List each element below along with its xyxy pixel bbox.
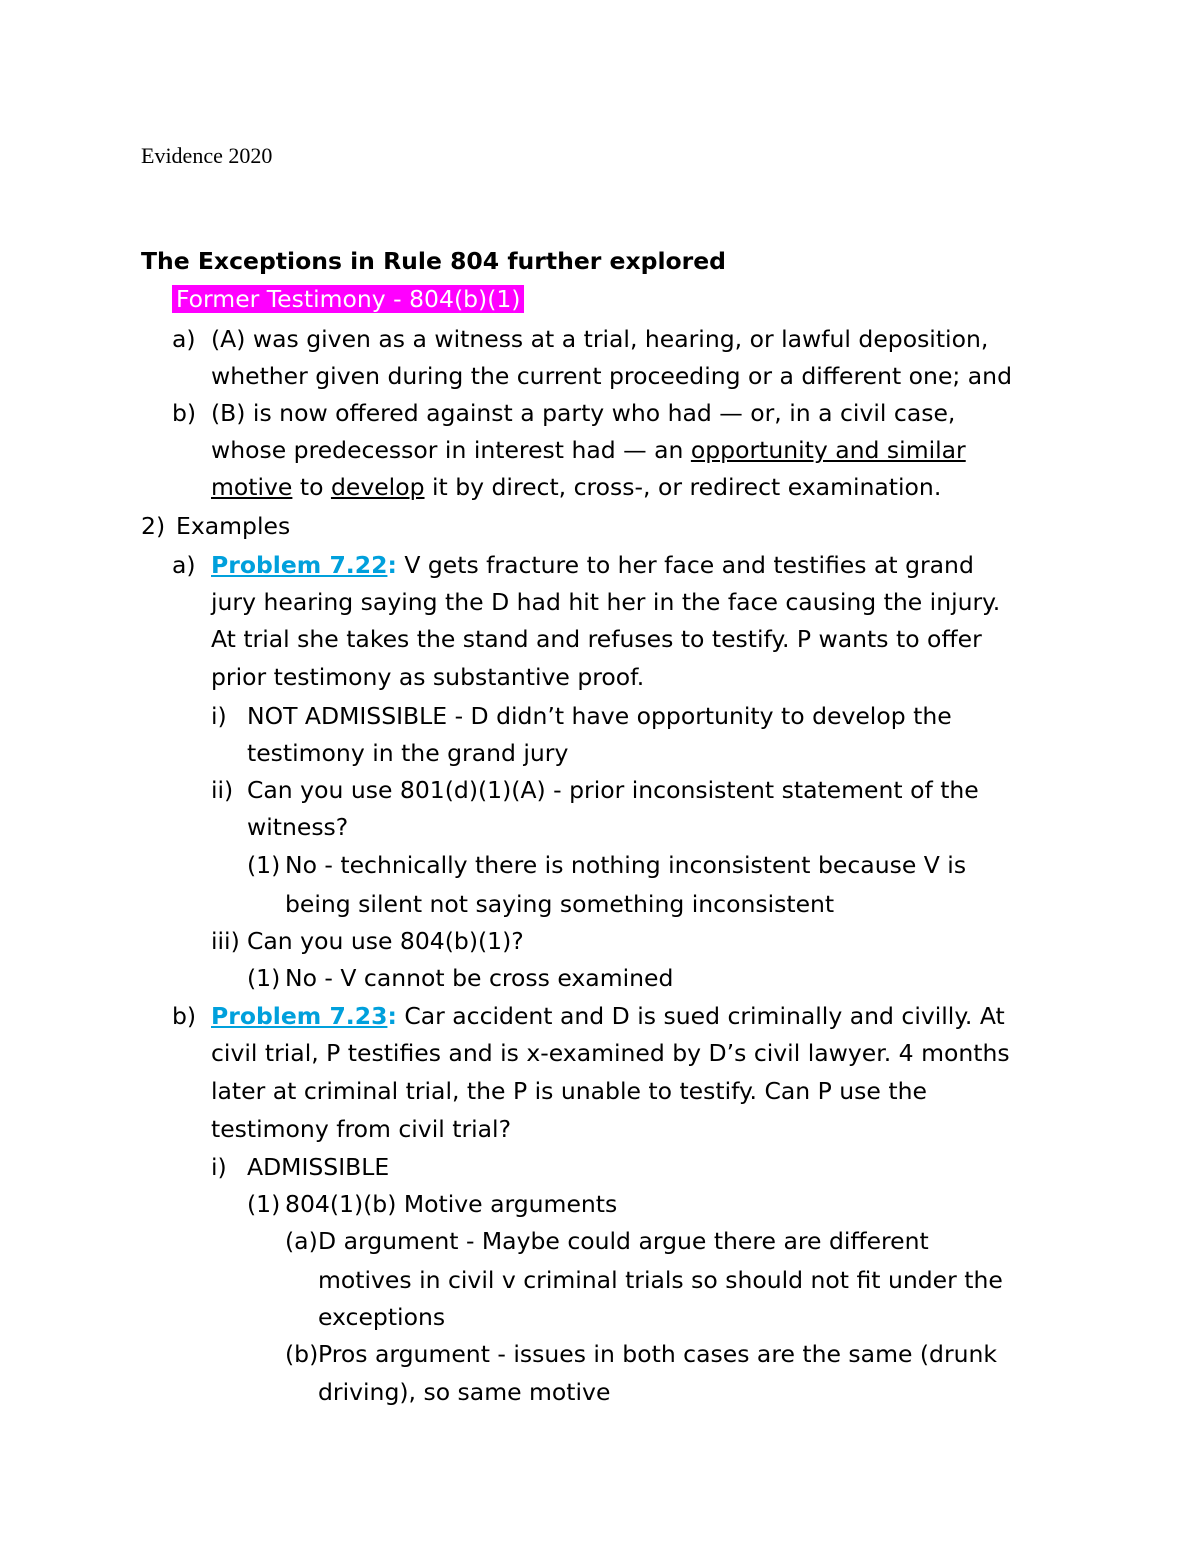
example-b-i-line: ADMISSIBLE: [247, 1153, 390, 1181]
text-span: whose predecessor in interest had — an: [211, 436, 691, 464]
rule-a-line: whether given during the current proceeding or a different one; and: [211, 362, 1012, 390]
list-marker: (1): [247, 1190, 281, 1218]
list-marker: a): [172, 551, 196, 579]
example-b-i-1-b-line: driving), so same motive: [318, 1378, 611, 1406]
list-marker: (a): [285, 1227, 318, 1255]
example-b-i-1-b-line: Pros argument - issues in both cases are the same (drunk: [318, 1340, 998, 1368]
example-b-line: later at criminal trial, the P is unable to testify. Can P use the: [211, 1077, 927, 1105]
section-heading: [172, 284, 524, 314]
text-span: to: [292, 473, 331, 501]
list-marker: i): [211, 702, 227, 730]
list-marker: ii): [211, 776, 234, 804]
example-a-ii-1-line: being silent not saying something inconsistent: [285, 890, 835, 918]
problem-link[interactable]: Problem 7.23: [211, 1002, 388, 1030]
underlined-text: develop: [330, 473, 425, 501]
text-span: it by direct, cross-, or redirect examination.: [424, 473, 942, 501]
problem-colon: :: [387, 1002, 397, 1030]
rule-b-line: [211, 435, 966, 465]
document-header: Evidence 2020: [141, 143, 273, 168]
rule-b-line: (B) is now offered against a party who had — or, in a civil case,: [211, 399, 956, 427]
rule-a-line: (A) was given as a witness at a trial, hearing, or lawful deposition,: [211, 325, 989, 353]
example-a-i-line: testimony in the grand jury: [247, 739, 569, 767]
list-marker: (b): [285, 1340, 319, 1368]
example-b-line: [211, 1001, 1005, 1031]
examples-label: Examples: [176, 512, 291, 540]
example-a-line: At trial she takes the stand and refuses to testify. P wants to offer: [211, 625, 982, 653]
document-title: The Exceptions in Rule 804 further explored: [141, 247, 726, 275]
example-a-i-line: NOT ADMISSIBLE - D didn’t have opportunity to develop the: [247, 702, 952, 730]
problem-link[interactable]: Problem 7.22: [211, 551, 388, 579]
list-marker: (1): [247, 964, 281, 992]
list-marker: b): [172, 1002, 197, 1030]
example-b-line: civil trial, P testifies and is x-examined by D’s civil lawyer. 4 months: [211, 1039, 1010, 1067]
list-marker: i): [211, 1153, 227, 1181]
underlined-text: motive: [211, 473, 293, 501]
example-a-line: prior testimony as substantive proof.: [211, 663, 645, 691]
rule-b-line: [211, 472, 941, 502]
example-a-ii-1-line: No - technically there is nothing inconsistent because V is: [285, 851, 967, 879]
example-a-iii-1-line: No - V cannot be cross examined: [285, 964, 674, 992]
example-b-i-1-a-line: exceptions: [318, 1303, 446, 1331]
example-a-ii-line: Can you use 801(d)(1)(A) - prior inconsistent statement of the: [247, 776, 979, 804]
problem-colon: :: [387, 551, 397, 579]
example-a-line: jury hearing saying the D had hit her in the face causing the injury.: [211, 588, 1001, 616]
list-marker: iii): [211, 927, 240, 955]
list-marker: (1): [247, 851, 281, 879]
example-b-i-1-line: 804(1)(b) Motive arguments: [285, 1190, 618, 1218]
example-a-iii-line: Can you use 804(b)(1)?: [247, 927, 524, 955]
example-b-i-1-a-line: D argument - Maybe could argue there are different: [318, 1227, 929, 1255]
example-a-ii-line: witness?: [247, 813, 349, 841]
example-a-line: [211, 550, 974, 580]
list-marker: b): [172, 399, 197, 427]
example-b-i-1-a-line: motives in civil v criminal trials so should not fit under the: [318, 1266, 1003, 1294]
example-b-line: testimony from civil trial?: [211, 1115, 512, 1143]
list-marker: a): [172, 325, 196, 353]
underlined-text: opportunity and similar: [690, 436, 966, 464]
highlighted-heading: Former Testimony - 804(b)(1): [172, 285, 524, 313]
text-span: Car accident and D is sued criminally and civilly. At: [396, 1002, 1005, 1030]
text-span: V gets fracture to her face and testifies at grand: [396, 551, 974, 579]
list-marker: 2): [141, 512, 166, 540]
